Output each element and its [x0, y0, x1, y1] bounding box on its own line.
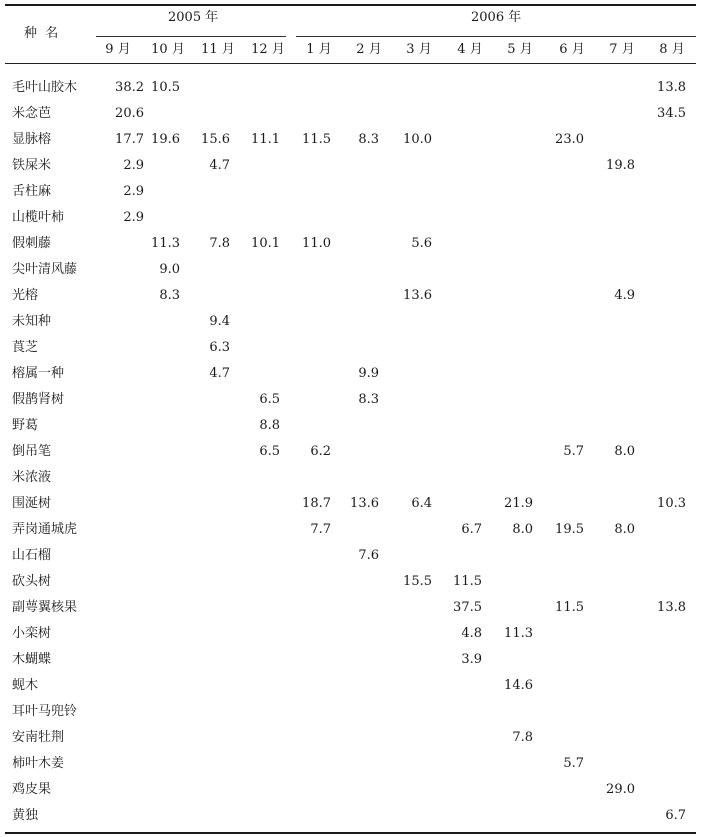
species-name: 假鹊肾树 — [12, 392, 65, 407]
value-cell: 10.3 — [657, 496, 686, 511]
value-cell: 34.5 — [657, 106, 686, 121]
value-cell: 9.0 — [159, 262, 180, 277]
month-header: 1 月 — [306, 42, 332, 57]
species-name: 木蝴蝶 — [12, 652, 52, 667]
value-cell: 14.6 — [504, 678, 533, 693]
value-cell: 11.5 — [453, 574, 482, 589]
month-header: 8 月 — [659, 42, 685, 57]
value-cell: 8.8 — [259, 418, 280, 433]
value-cell: 4.7 — [209, 158, 230, 173]
value-cell: 11.3 — [151, 236, 180, 251]
value-cell: 2.9 — [123, 184, 144, 199]
value-cell: 20.6 — [115, 106, 144, 121]
month-header: 9 月 — [105, 42, 131, 57]
value-cell: 4.8 — [461, 626, 482, 641]
value-cell: 5.7 — [563, 444, 584, 459]
species-name: 山榄叶柿 — [12, 210, 65, 225]
species-name: 倒吊笔 — [12, 444, 52, 459]
value-cell: 7.8 — [512, 730, 533, 745]
value-cell: 3.9 — [461, 652, 482, 667]
value-cell: 19.8 — [606, 158, 635, 173]
species-name: 柿叶木姜 — [12, 756, 65, 771]
value-cell: 10.1 — [251, 236, 280, 251]
year-2006-header: 2006 年 — [471, 10, 522, 25]
value-cell: 17.7 — [115, 132, 144, 147]
value-cell: 4.9 — [614, 288, 635, 303]
value-cell: 11.0 — [302, 236, 331, 251]
month-header: 11 月 — [201, 42, 235, 57]
month-header: 10 月 — [151, 42, 185, 57]
month-header: 4 月 — [457, 42, 483, 57]
value-cell: 9.4 — [209, 314, 230, 329]
value-cell: 13.6 — [403, 288, 432, 303]
value-cell: 8.3 — [159, 288, 180, 303]
value-cell: 13.8 — [657, 600, 686, 615]
value-cell: 4.7 — [209, 366, 230, 381]
species-name: 鸡皮果 — [12, 782, 52, 797]
species-name: 安南牡荆 — [12, 730, 65, 745]
species-name: 蚬木 — [12, 678, 39, 693]
value-cell: 11.5 — [302, 132, 331, 147]
value-cell: 29.0 — [606, 782, 635, 797]
value-cell: 10.5 — [151, 80, 180, 95]
month-header: 6 月 — [559, 42, 585, 57]
value-cell: 13.6 — [350, 496, 379, 511]
species-name: 米念芭 — [12, 106, 52, 121]
month-header: 5 月 — [507, 42, 533, 57]
value-cell: 6.5 — [259, 444, 280, 459]
value-cell: 8.0 — [512, 522, 533, 537]
value-cell: 5.6 — [411, 236, 432, 251]
species-name: 显脉榕 — [12, 132, 52, 147]
value-cell: 11.1 — [251, 132, 280, 147]
species-column-header: 种 名 — [24, 26, 59, 41]
header-bottom-rule — [5, 63, 696, 64]
value-cell: 8.0 — [614, 522, 635, 537]
species-name: 榕属一种 — [12, 366, 65, 381]
value-cell: 2.9 — [123, 158, 144, 173]
value-cell: 9.9 — [358, 366, 379, 381]
species-name: 毛叶山胶木 — [12, 80, 78, 95]
species-name: 山石榴 — [12, 548, 52, 563]
value-cell: 8.0 — [614, 444, 635, 459]
value-cell: 15.6 — [201, 132, 230, 147]
species-name: 野葛 — [12, 418, 39, 433]
value-cell: 6.7 — [461, 522, 482, 537]
value-cell: 38.2 — [115, 80, 144, 95]
species-name: 假刺藤 — [12, 236, 52, 251]
year-2005-header: 2005 年 — [168, 10, 219, 25]
value-cell: 37.5 — [453, 600, 482, 615]
species-name: 围涎树 — [12, 496, 52, 511]
species-name: 舌柱麻 — [12, 184, 52, 199]
species-name: 副萼翼核果 — [12, 600, 78, 615]
value-cell: 15.5 — [403, 574, 432, 589]
value-cell: 7.8 — [209, 236, 230, 251]
species-name: 弄岗通城虎 — [12, 522, 78, 537]
value-cell: 19.6 — [151, 132, 180, 147]
species-name: 黄独 — [12, 808, 39, 823]
value-cell: 8.3 — [358, 132, 379, 147]
table-top-rule — [5, 4, 696, 6]
value-cell: 18.7 — [302, 496, 331, 511]
month-header: 2 月 — [356, 42, 382, 57]
month-header: 12 月 — [251, 42, 285, 57]
value-cell: 19.5 — [555, 522, 584, 537]
value-cell: 6.2 — [310, 444, 331, 459]
value-cell: 6.4 — [411, 496, 432, 511]
year-group-rule — [96, 36, 286, 37]
species-name: 未知种 — [12, 314, 52, 329]
month-header: 7 月 — [609, 42, 635, 57]
value-cell: 8.3 — [358, 392, 379, 407]
table-bottom-rule — [5, 832, 696, 834]
value-cell: 2.9 — [123, 210, 144, 225]
value-cell: 6.7 — [665, 808, 686, 823]
species-name: 尖叶清风藤 — [12, 262, 78, 277]
species-name: 小栾树 — [12, 626, 52, 641]
value-cell: 10.0 — [403, 132, 432, 147]
species-name: 铁屎米 — [12, 158, 52, 173]
year-group-rule — [296, 36, 696, 37]
value-cell: 23.0 — [555, 132, 584, 147]
species-name: 砍头树 — [12, 574, 52, 589]
value-cell: 6.3 — [209, 340, 230, 355]
value-cell: 6.5 — [259, 392, 280, 407]
month-header: 3 月 — [406, 42, 432, 57]
value-cell: 7.6 — [358, 548, 379, 563]
value-cell: 21.9 — [504, 496, 533, 511]
value-cell: 11.3 — [504, 626, 533, 641]
species-name: 耳叶马兜铃 — [12, 704, 78, 719]
value-cell: 11.5 — [555, 600, 584, 615]
species-name: 莨芝 — [12, 340, 39, 355]
value-cell: 7.7 — [310, 522, 331, 537]
value-cell: 5.7 — [563, 756, 584, 771]
species-name: 光榕 — [12, 288, 39, 303]
value-cell: 13.8 — [657, 80, 686, 95]
species-name: 米浓液 — [12, 470, 52, 485]
